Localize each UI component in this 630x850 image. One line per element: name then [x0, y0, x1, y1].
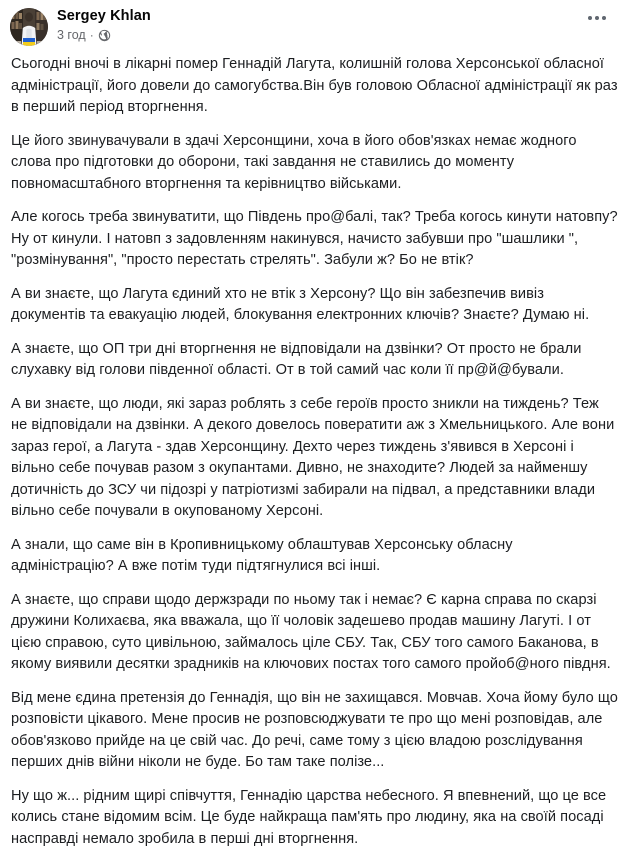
post-paragraph: Але когось треба звинуватити, що Південь про@балі, так? Треба когось кинути натовпу? Ну от кинули. І натовп з задовленням накинувся, начисто забувши про "шашлики ", "розмінування", "просто перестать стрелять". Забули ж? Бо не втік?: [11, 207, 618, 272]
post-timestamp[interactable]: 3 год: [57, 28, 86, 43]
post-meta: [57, 28, 151, 43]
post-paragraph: Сьогодні вночі в лікарні помер Геннадій Лагута, колишній голова Херсонської обласної адміністрації, його довели до самогубства.Він був головою Обласної адміністрації як раз в перший період вторгнення.: [11, 54, 618, 119]
globe-icon[interactable]: [98, 29, 111, 42]
post-paragraph: А знаєте, що ОП три дні вторгнення не відповідали на дзвінки? От просто не брали слухавку від голови південної області. От в той самий час коли її пр@й@бували.: [11, 339, 618, 382]
ellipsis-dot-1: [588, 16, 592, 20]
post-options-button[interactable]: [584, 12, 610, 24]
post-paragraph: А знаєте, що справи щодо держзради по ньому так і немає? Є карна справа по скарзі дружини Колихаєва, яка вважала, що її чоловік задешево продав машину Лагуті. І от цією справою, суто цивільною, займалось ціле СБУ. Так, СБУ того самого Баканова, в якому виявили десятки зрадників на ключових постах того самого пройоб@ного півдня.: [11, 590, 618, 676]
avatar[interactable]: [10, 8, 48, 46]
avatar-image: [10, 8, 48, 46]
post-body: [0, 54, 630, 850]
post-paragraph: А знали, що саме він в Кропивницькому облаштував Херсонську обласну адміністрацію? А вже потім туди підтягнулися всі інші.: [11, 535, 618, 578]
ellipsis-dot-2: [595, 16, 599, 20]
post-paragraph: А ви знаєте, що Лагута єдиний хто не втік з Херсону? Що він забезпечив вивіз документів та евакуацію людей, блокування електронних ключів? Знаєте? Думаю ні.: [11, 284, 618, 327]
post-header-text: [57, 8, 151, 43]
globe-icon-svg: [98, 29, 111, 42]
post-paragraph: Це його звинувачували в здачі Херсонщини, хоча в його обов'язках немає жодного слова про підготовки до оборони, такі завдання не ставились до моменту повномасштабного вторгнення та керівництво військами.: [11, 131, 618, 196]
post-paragraph: Від мене єдина претензія до Геннадія, що він не захищався. Мовчав. Хоча йому було що розповісти цікавого. Мене просив не розповсюджувати те про що мені розповідав, але обов'язково прийде на це свій час. До речі, саме тому з цією владою розслідування перших днів війни ніколи не буде. Бо там таке полізе...: [11, 688, 618, 774]
ellipsis-dot-3: [602, 16, 606, 20]
author-name[interactable]: Sergey Khlan: [57, 8, 151, 25]
post-paragraph: Ну що ж... рідним щирі співчуття, Геннадію царства небесного. Я впевнений, що це все колись стане відомим всім. Це буде найкраща пам'ять про людину, яка на своїй посаді насправді немало зробила в перші дні вторгнення.: [11, 786, 618, 850]
post-paragraph: А ви знаєте, що люди, які зараз роблять з себе героїв просто зникли на тиждень? Теж не відповідали на дзвінки. А декого довелось повератити аж з Хмельницького. Але вони зараз герої, а Лагута - здав Херсонщину. Дехто через тиждень з'явився в Херсоні і вільно себе почував разом з окупантами. Дивно, не знаходите? Людей за найменшу дотичність до ЗСУ чи підозрі у патріотизмі забирали на підвал, а представники влади вільно себе почували в окупованому Херсоні.: [11, 394, 618, 523]
post-header: [0, 0, 630, 46]
meta-separator: ·: [90, 28, 94, 43]
